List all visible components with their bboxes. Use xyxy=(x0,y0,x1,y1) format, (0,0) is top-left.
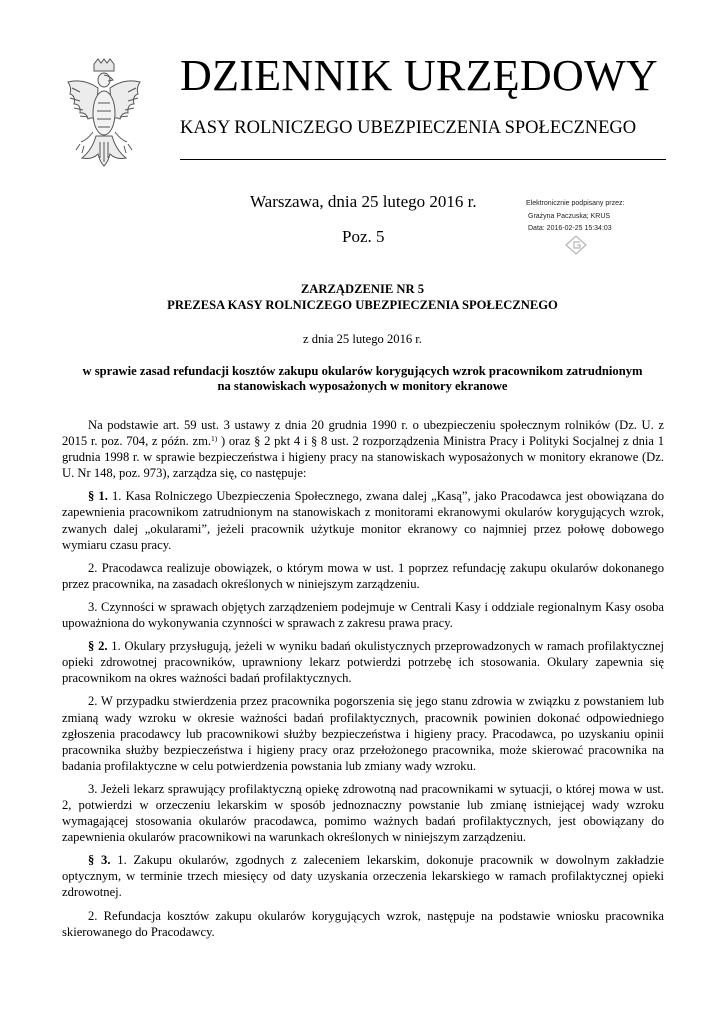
paragraph: 3. Czynności w sprawach objętych zarządzeniem podejmuje w Centrali Kasy i oddziale regionalnym Kasy osoba upoważniona do wykonywania czynności w sprawach z zakresu prawa pracy. xyxy=(62,599,664,631)
footnote-ref: 1) xyxy=(211,434,218,444)
preamble: Na podstawie art. 59 ust. 3 ustawy z dnia 20 grudnia 1990 r. o ubezpieczeniu społecznym rolników (Dz. U. z 2015 r. poz. 704, z późn. zm.$^{1)}$ ) oraz § 2 pkt 4 i § 8 ust. 2 rozporządzenia Ministra Pracy i Polityki Socjalnej z dnia 1 grudnia 1998 r. w sprawie bezpieczeństwa i higieny pracy na stanowiskach wyposażonych w monitory ekranowe (Dz. U. Nr 148, poz. 973), zarządza się, co następuje: xyxy=(62,418,664,481)
publication-subtitle: KASY ROLNICZEGO UBEZPIECZENIA SPOŁECZNEGO xyxy=(180,118,637,138)
ordinance-body xyxy=(62,417,664,947)
ordinance-date: z dnia 25 lutego 2016 r. xyxy=(303,332,422,346)
paragraph: 2. Pracodawca realizuje obowiązek, o którym mowa w ust. 1 poprzez refundację zakupu okularów dokonanego przez pracownika, na zasadach określonych w niniejszym zarządzeniu. xyxy=(62,560,664,591)
electronic-signature-block xyxy=(526,198,686,236)
polish-eagle-emblem-icon xyxy=(60,58,148,168)
ordinance-issuer: PREZESA KASY ROLNICZEGO UBEZPIECZENIA SPOŁECZNEGO xyxy=(167,298,558,312)
position-number: Poz. 5 xyxy=(342,227,385,246)
signature-verification-icon xyxy=(562,233,590,257)
masthead-divider xyxy=(180,159,666,160)
paragraph: 2. W przypadku stwierdzenia przez pracownika pogorszenia się jego stanu zdrowia w związku z powstaniem lub zmianą wady wzroku w okresie ważności badań profilaktycznych, pracownik powinien dokonać odpowiedniego zgłoszenia pracodawcy lub pracownikowi służby bezpieczeństwa i higieny pracy. Pracodawca, po uzyskaniu opinii pracownika służby bezpieczeństwa i higieny pracy oraz przełożonego pracownika, może skierować pracownika na badania profilaktyczne w celu potwierdzenia powstania lub zmiany wady wzroku. xyxy=(62,694,664,773)
paragraph: § 2. 1. Okulary przysługują, jeżeli w wyniku badań okulistycznych przeprowadzonych w ramach profilaktycznej opieki zdrowotnej pracowników, uprawniony lekarz potwierdzi potrzebę ich stosowania. Okulary zapewnia się pracownikom na okres ważności badań profilaktycznych. xyxy=(62,639,664,686)
paragraph: 3. Jeżeli lekarz sprawujący profilaktyczną opiekę zdrowotną nad pracownikami w sytuacji, o której mowa w ust. 2, potwierdzi w orzeczeniu lekarskim w sposób jednoznaczny powstanie lub zmianę istniejącej wady wzroku wymagającej stosowania okularów pracodawca, pomimo ważnych badań profilaktycznych, jest obowiązany do zapewnienia okularów pracownikowi na warunkach określonych w niniejszym zarządzeniu. xyxy=(62,781,664,845)
issue-dateline: Warszawa, dnia 25 lutego 2016 r. xyxy=(250,192,477,211)
ordinance-subject-line1: w sprawie zasad refundacji kosztów zakupu okularów korygujących wzrok pracownikom zatrudnionym xyxy=(82,364,643,378)
ordinance-title: ZARZĄDZENIE NR 5 xyxy=(300,282,425,296)
paragraph: 2. Refundacja kosztów zakupu okularów korygujących wzrok, następuje na podstawie wniosku pracownika skierowanego do Pracodawcy. xyxy=(62,908,664,939)
esign-date: Data: 2016-02-25 15:34:03 xyxy=(528,225,612,232)
esign-signer: Grażyna Paczuska; KRUS xyxy=(528,212,611,220)
paragraph: § 3. 1. Zakupu okularów, zgodnych z zaleceniem lekarskim, dokonuje pracownik w dowolnym zakładzie optycznym, w terminie trzech miesięcy od daty uzyskania orzeczenia lekarskiego w ramach profilaktycznej opieki zdrowotnej. xyxy=(62,853,664,900)
publication-title: DZIENNIK URZĘDOWY xyxy=(180,51,658,100)
esign-label: Elektronicznie podpisany przez: xyxy=(526,200,625,207)
ordinance-subject-line2: na stanowiskach wyposażonych w monitory ekranowe xyxy=(217,379,508,393)
paragraph: § 1. 1. Kasa Rolniczego Ubezpieczenia Społecznego, zwana dalej „Kasą”, jako Pracodawca jest obowiązana do zapewnienia pracownikom zatrudnionym na stanowiskach z monitorami ekranowymi okularów korygujących wzrok, zwanych dalej „okularami”, jeżeli pracownik użytkuje monitor ekranowy co najmniej przez połowę dobowego wymiaru czasu pracy. xyxy=(62,489,665,552)
